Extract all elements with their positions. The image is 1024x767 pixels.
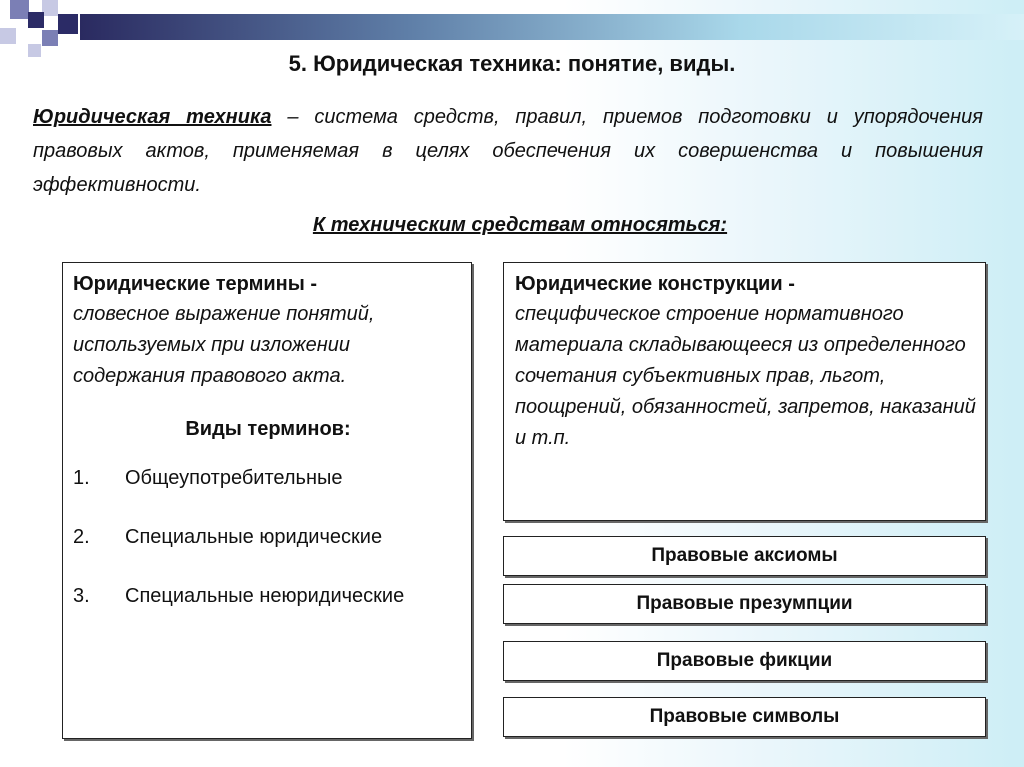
legal-constructions-heading: Юридические конструкции - [515, 273, 795, 295]
header-gradient-bar [80, 14, 1024, 40]
legal-axioms-box: Правовые аксиомы [503, 536, 986, 576]
legal-terms-heading: Юридические термины - [73, 273, 318, 295]
term-kind-item [73, 523, 463, 551]
legal-terms-definition: словесное выражение понятий, используемых при изложении содержания правового акта. [73, 303, 375, 387]
legal-symbols-box: Правовые символы [503, 697, 986, 737]
technical-means-heading: К техническим средствам относяться: [312, 214, 728, 236]
term-kind-label: Специальные юридические [125, 526, 383, 548]
decor-square [10, 0, 29, 19]
slide-title: 5. Юридическая техника: понятие, виды. [288, 51, 736, 76]
decor-square [0, 28, 16, 44]
legal-presumptions-box: Правовые презумпции [503, 584, 986, 624]
term-kind-number: 1. [73, 467, 90, 489]
term-kind-label: Специальные неюридические [125, 585, 405, 607]
term-kind-number: 2. [73, 526, 90, 548]
term-kind-item [73, 464, 463, 492]
legal-fictions-box: Правовые фикции [503, 641, 986, 681]
term-kind-number: 3. [73, 585, 90, 607]
legal-constructions-definition: специфическое строение нормативного материала складывающееся из определенного сочетания субъективных прав, льгот, поощрений, обязанностей, запретов, наказаний и т.п. [515, 303, 976, 449]
decor-square [42, 0, 58, 16]
decor-square [58, 14, 78, 34]
term-kind-label: Общеупотребительные [125, 467, 343, 489]
definition-text: – система средств, правил, приемов подготовки и упорядочения правовых актов, применяемая в целях обеспечения их совершенства и повышения эффективности. [33, 106, 983, 196]
legal-constructions-box [503, 262, 986, 521]
legal-terms-box [62, 262, 472, 739]
term-kinds-heading: Виды терминов: [185, 418, 351, 440]
term-kind-item [73, 582, 463, 610]
definition-paragraph [33, 100, 983, 202]
decor-square [28, 12, 44, 28]
definition-term: Юридическая техника [33, 106, 272, 128]
decor-square [42, 30, 58, 46]
